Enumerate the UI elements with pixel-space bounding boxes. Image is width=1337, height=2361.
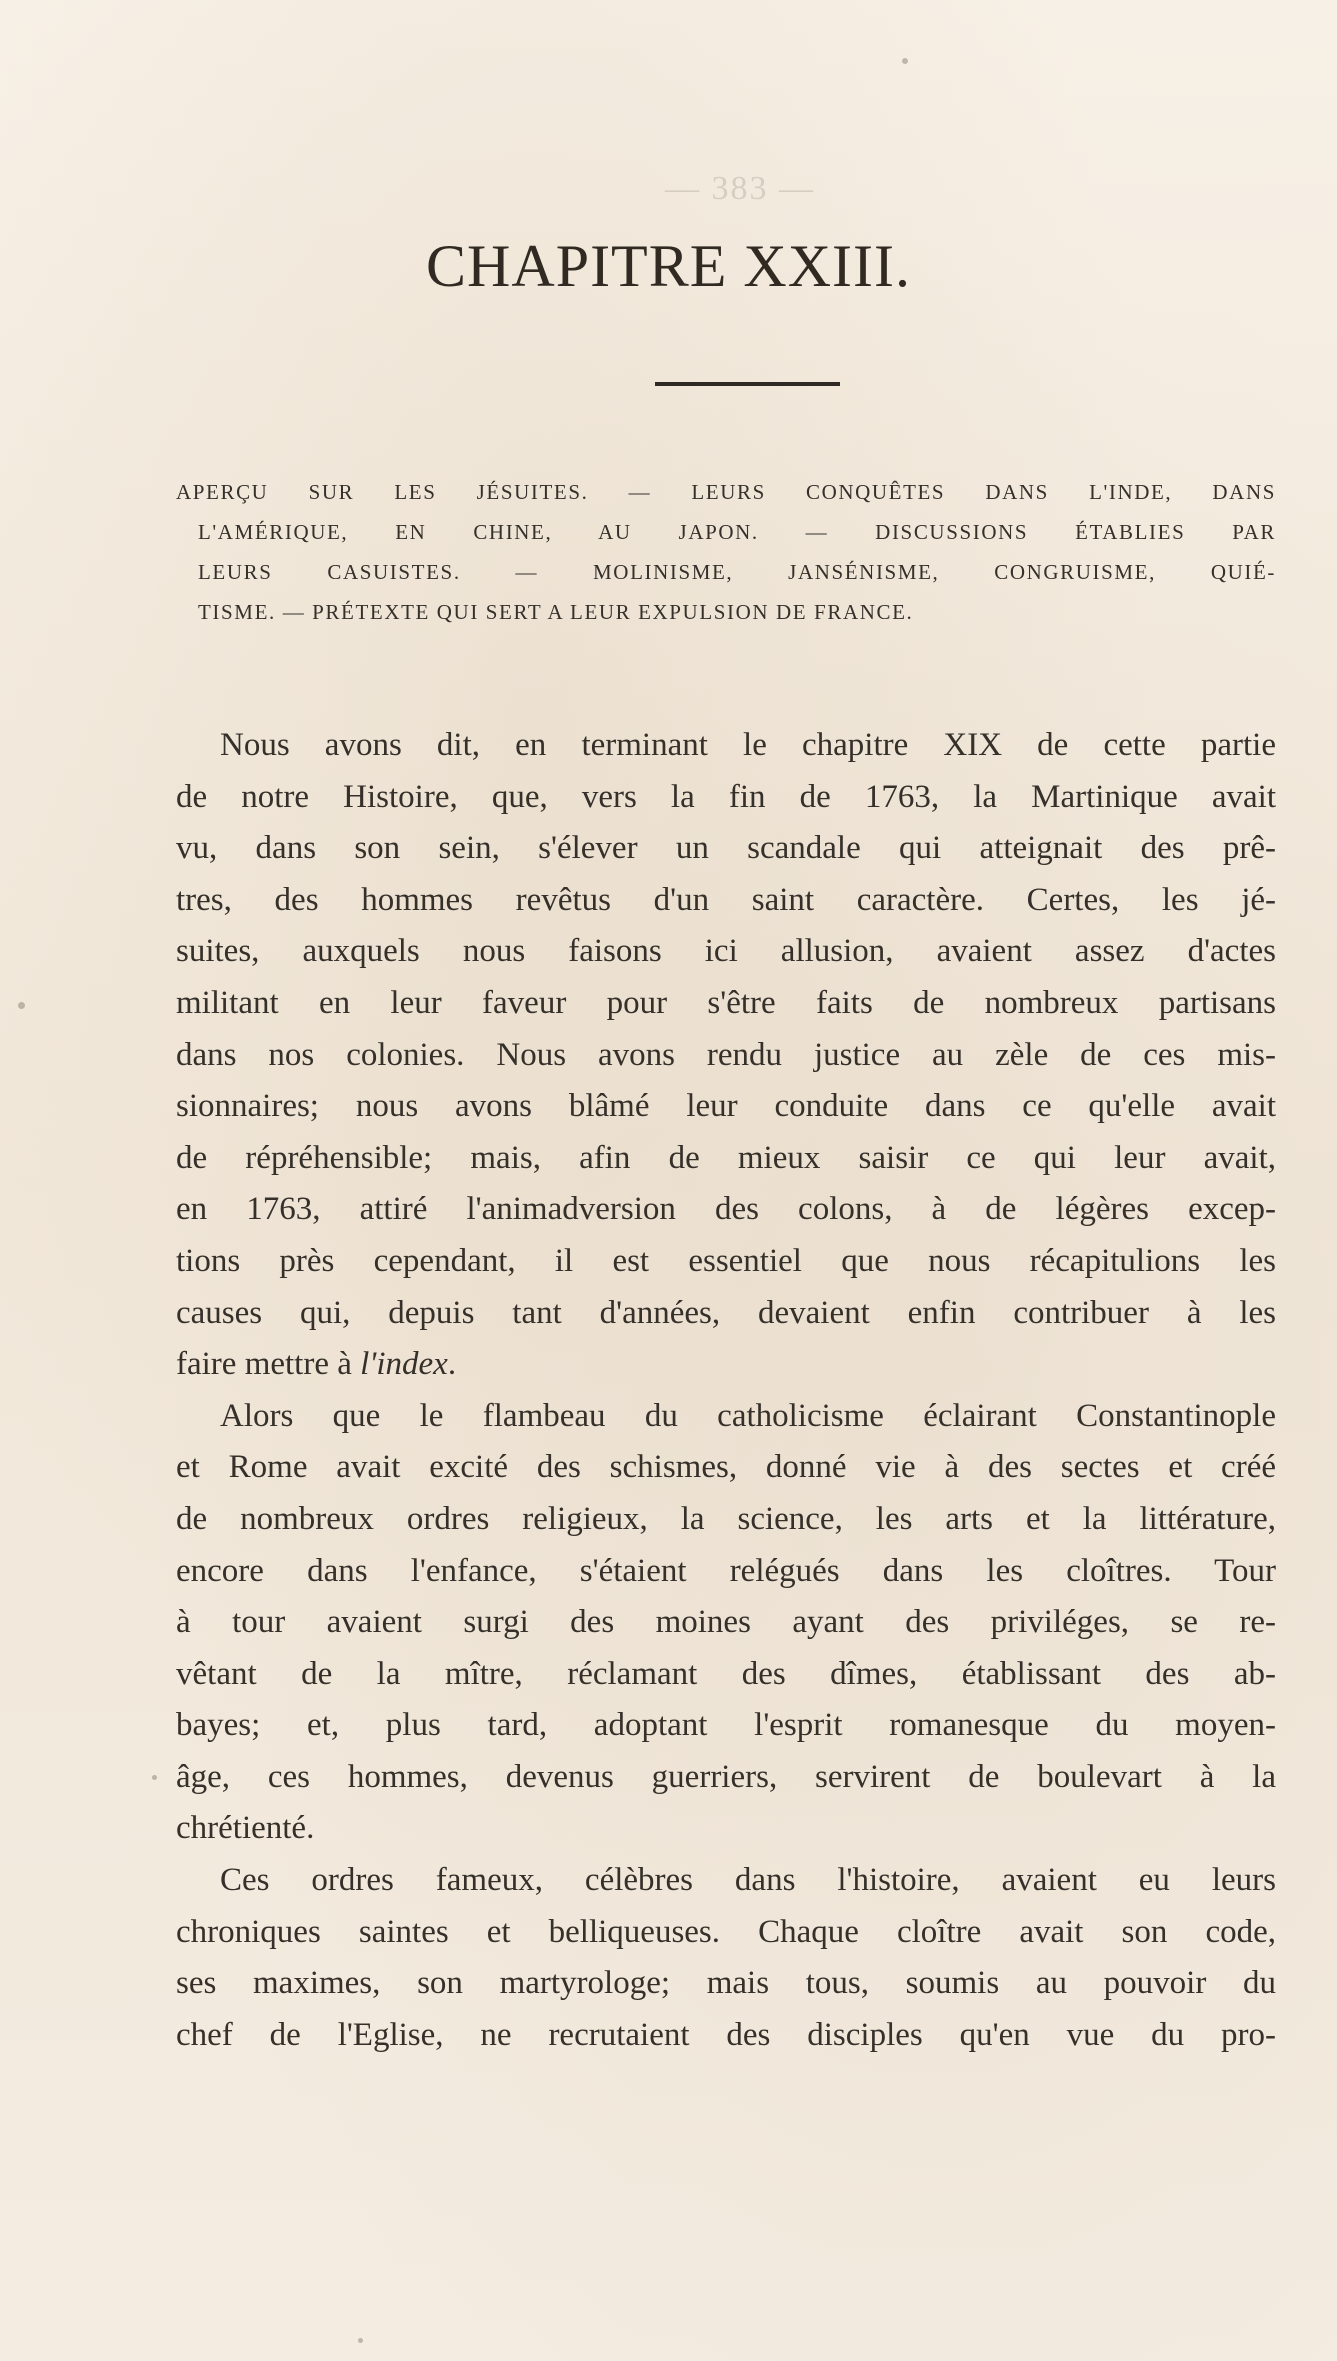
italic-term: l'index <box>360 1346 448 1383</box>
text-line: Nous avons dit, en terminant le chapitre XIX de cette partie <box>220 727 1276 763</box>
text-line: ses maximes, son martyrologe; mais tous, soumis au pouvoir du <box>176 1965 1276 2002</box>
paper-speck <box>358 2338 363 2343</box>
paper-speck <box>152 1775 157 1780</box>
text-fragment: . <box>447 1346 457 1383</box>
chapter-summary <box>176 472 1276 632</box>
text-line: Alors que le flambeau du catholicisme éclairant Constantinople <box>220 1397 1276 1434</box>
summary-line: TISME. — PRÉTEXTE QUI SERT A LEUR EXPULSION DE FRANCE. <box>198 600 914 624</box>
text-line: et Rome avait excité des schismes, donné vie à des sectes et créé <box>176 1449 1276 1486</box>
text-line: de nombreux ordres religieux, la science, les arts et la littérature, <box>176 1500 1276 1537</box>
paper-speck <box>902 58 908 64</box>
text-line: vu, dans son sein, s'élever un scandale qui atteignait des prê- <box>176 830 1276 867</box>
text-fragment: faire mettre à <box>176 1346 361 1383</box>
summary-line: L'AMÉRIQUE, EN CHINE, AU JAPON. — DISCUSSIONS ÉTABLIES PAR <box>198 520 1276 544</box>
text-line: chef de l'Eglise, ne recrutaient des disciples qu'en vue du pro- <box>176 2016 1276 2053</box>
text-line: bayes; et, plus tard, adoptant l'esprit romanesque du moyen- <box>176 1707 1276 1744</box>
summary-line: APERÇU SUR LES JÉSUITES. — LEURS CONQUÊTES DANS L'INDE, DANS <box>176 480 1276 504</box>
title-rule <box>655 382 840 386</box>
text-line: sionnaires; nous avons blâmé leur conduite dans ce qu'elle avait <box>176 1088 1276 1125</box>
text-line: Ces ordres fameux, célèbres dans l'histoire, avaient eu leurs <box>220 1862 1276 1899</box>
text-line: vêtant de la mître, réclamant des dîmes, établissant des ab- <box>176 1655 1276 1692</box>
text-line: encore dans l'enfance, s'étaient relégués dans les cloîtres. Tour <box>176 1552 1276 1589</box>
show-through-page-number: — 383 — <box>665 170 815 207</box>
text-line: de notre Histoire, que, vers la fin de 1763, la Martinique avait <box>176 778 1276 815</box>
text-line: causes qui, depuis tant d'années, devaient enfin contribuer à les <box>176 1294 1276 1331</box>
text-line: dans nos colonies. Nous avons rendu justice au zèle de ces mis- <box>176 1036 1276 1073</box>
text-line: à tour avaient surgi des moines ayant des priviléges, se re- <box>176 1604 1276 1641</box>
text-line <box>176 1339 1276 1391</box>
paper-speck <box>18 1002 25 1009</box>
text-line: âge, ces hommes, devenus guerriers, servirent de boulevart à la <box>176 1758 1276 1795</box>
text-line: chrétienté. <box>176 1810 315 1847</box>
text-line: suites, auxquels nous faisons ici allusion, avaient assez d'actes <box>176 933 1276 970</box>
text-line: chroniques saintes et belliqueuses. Chaque cloître avait son code, <box>176 1913 1276 1950</box>
summary-line: LEURS CASUISTES. — MOLINISME, JANSÉNISME, CONGRUISME, QUIÉ- <box>198 560 1276 584</box>
text-line: militant en leur faveur pour s'être faits de nombreux partisans <box>176 984 1276 1021</box>
chapter-title: CHAPITRE XXIII. <box>426 233 911 299</box>
text-line: tions près cependant, il est essentiel que nous récapitulions les <box>176 1242 1276 1279</box>
text-line: tres, des hommes revêtus d'un saint caractère. Certes, les jé- <box>176 881 1276 918</box>
body-text <box>176 720 1276 2061</box>
text-line: en 1763, attiré l'animadversion des colons, à de légères excep- <box>176 1191 1276 1228</box>
text-line: de répréhensible; mais, afin de mieux saisir ce qui leur avait, <box>176 1139 1276 1176</box>
